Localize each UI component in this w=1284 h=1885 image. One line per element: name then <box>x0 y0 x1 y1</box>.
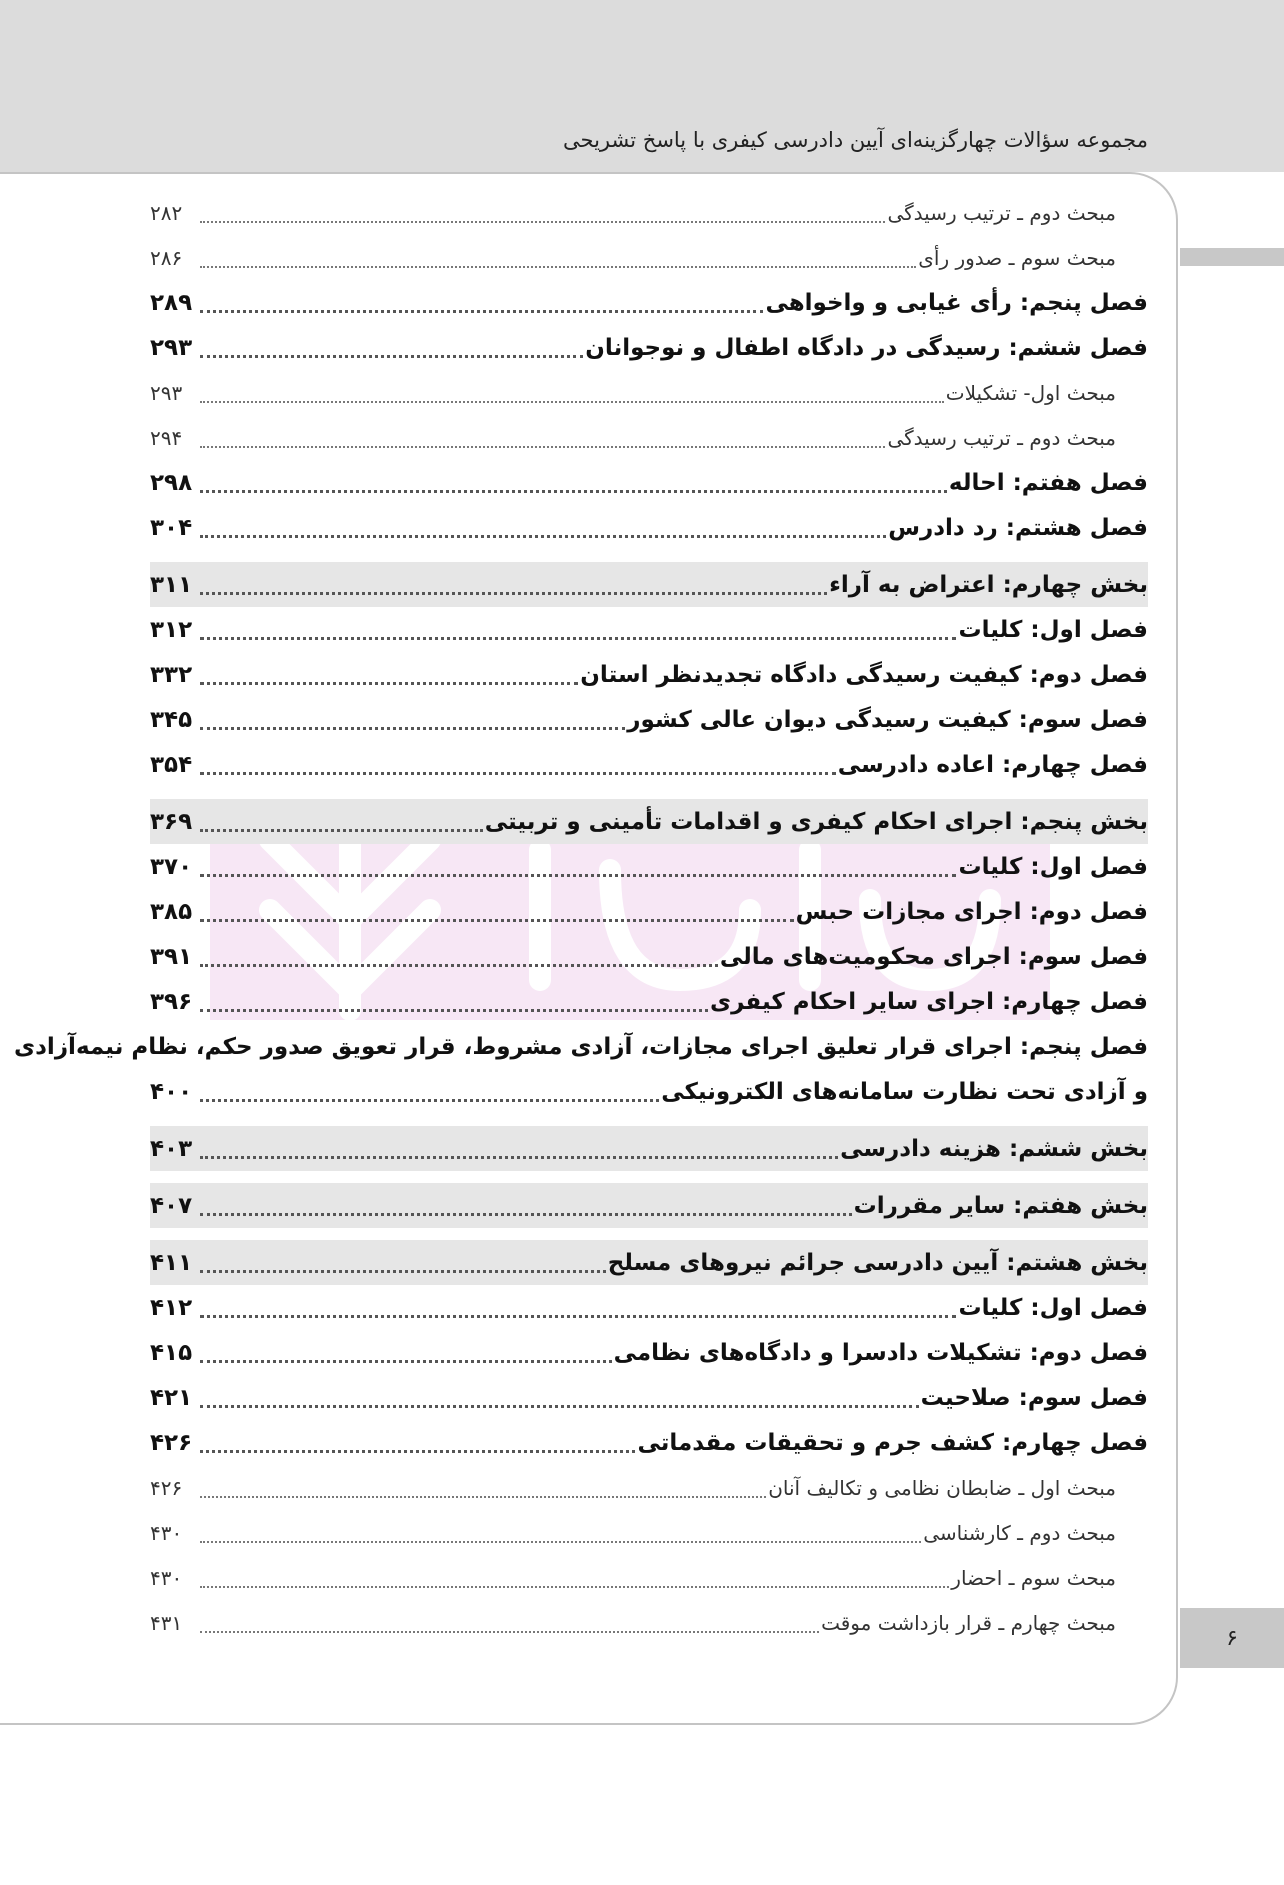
toc-entry-page: ۴۲۶ <box>150 1429 193 1456</box>
dot-leader <box>198 607 958 652</box>
dot-leader <box>198 505 888 550</box>
dot-leader <box>198 190 887 235</box>
toc-entry-title: فصل ششم: رسیدگی در دادگاه اطفال و نوجوانان <box>585 334 1148 361</box>
toc-entry-part <box>150 1240 1148 1285</box>
dot-leader <box>198 844 958 889</box>
dot-leader <box>198 697 627 742</box>
toc-entry-title: فصل پنجم: اجرای قرار تعلیق اجرای مجازات، آزادی مشروط، قرار تعویق صدور حکم، نظام نیمه‌آزادی <box>14 1033 1148 1060</box>
toc-entry-sub <box>150 1510 1148 1555</box>
dot-leader <box>198 1183 854 1228</box>
toc-entry-title: فصل هشتم: رد دادرس <box>888 514 1148 541</box>
toc-entry-chap <box>150 1285 1148 1330</box>
dot-leader <box>198 1600 821 1645</box>
toc-entry-sub <box>150 235 1148 280</box>
toc-entry-chap <box>150 652 1148 697</box>
dot-leader <box>198 1465 768 1510</box>
toc-entry-title: فصل چهارم: اعاده دادرسی <box>837 751 1148 778</box>
toc-entry-sub <box>150 415 1148 460</box>
toc-entry-chap <box>150 607 1148 652</box>
toc-entry-title: فصل سوم: کیفیت رسیدگی دیوان عالی کشور <box>627 706 1148 733</box>
page-number: ۶ <box>1180 1608 1284 1668</box>
dot-leader <box>198 1126 840 1171</box>
dot-leader <box>198 799 485 844</box>
dot-leader <box>198 280 765 325</box>
toc-entry-page: ۲۹۳ <box>150 380 183 405</box>
table-of-contents <box>14 190 1148 1645</box>
toc-entry-page: ۴۱۵ <box>150 1339 193 1366</box>
header-band <box>0 0 1284 172</box>
toc-entry-sub <box>150 370 1148 415</box>
dot-leader <box>198 979 710 1024</box>
toc-entry-chap <box>150 844 1148 889</box>
toc-entry-chap <box>150 505 1148 550</box>
toc-entry-title: فصل دوم: تشکیلات دادسرا و دادگاه‌های نظامی <box>613 1339 1148 1366</box>
toc-entry-title: فصل اول: کلیات <box>958 853 1148 880</box>
toc-entry-page: ۳۸۵ <box>150 898 193 925</box>
toc-entry-page: ۳۳۲ <box>150 661 193 688</box>
toc-entry-page: ۴۰۳ <box>150 1135 193 1162</box>
toc-entry-part <box>150 562 1148 607</box>
toc-entry-title: فصل اول: کلیات <box>958 616 1148 643</box>
toc-entry-title: و آزادی تحت نظارت سامانه‌های الکترونیکی <box>661 1078 1148 1105</box>
toc-entry-chap <box>150 742 1148 787</box>
toc-entry-title: مبحث دوم ـ ترتیب رسیدگی <box>887 425 1116 450</box>
toc-entry-title: مبحث چهارم ـ قرار بازداشت موقت <box>821 1610 1116 1635</box>
toc-entry-chap <box>150 1330 1148 1375</box>
dot-leader <box>198 235 918 280</box>
toc-entry-page: ۳۷۰ <box>150 853 193 880</box>
toc-entry-para <box>14 1024 1148 1069</box>
dot-leader <box>198 325 585 370</box>
toc-entry-page: ۴۰۷ <box>150 1192 193 1219</box>
toc-entry-title: بخش پنجم: اجرای احکام کیفری و اقدامات تأمینی و تربیتی <box>484 808 1148 835</box>
dot-leader <box>198 415 887 460</box>
toc-entry-page: ۴۲۱ <box>150 1384 193 1411</box>
dot-leader <box>198 1285 958 1330</box>
toc-entry-page: ۲۸۲ <box>150 200 183 225</box>
toc-entry-page: ۳۵۴ <box>150 751 193 778</box>
toc-entry-title: فصل اول: کلیات <box>958 1294 1148 1321</box>
toc-entry-part <box>150 1126 1148 1171</box>
toc-entry-page: ۲۹۳ <box>150 334 193 361</box>
toc-entry-title: مبحث دوم ـ ترتیب رسیدگی <box>887 200 1116 225</box>
toc-entry-title: مبحث دوم ـ کارشناسی <box>923 1520 1116 1545</box>
toc-entry-chap <box>150 889 1148 934</box>
toc-entry-title: بخش چهارم: اعتراض به آراء <box>829 571 1148 598</box>
toc-entry-page: ۳۱۱ <box>150 571 193 598</box>
toc-entry-chap <box>150 1375 1148 1420</box>
toc-entry-title: فصل دوم: کیفیت رسیدگی دادگاه تجدیدنظر استان <box>580 661 1148 688</box>
toc-entry-title: فصل چهارم: کشف جرم و تحقیقات مقدماتی <box>637 1429 1148 1456</box>
toc-entry-title: فصل هفتم: احاله <box>948 469 1148 496</box>
toc-entry-page: ۲۸۹ <box>150 289 193 316</box>
toc-entry-page: ۴۰۰ <box>150 1078 193 1105</box>
toc-entry-page: ۳۶۹ <box>150 808 193 835</box>
toc-entry-title: بخش هفتم: سایر مقررات <box>853 1192 1148 1219</box>
toc-entry-title: مبحث اول ـ ضابطان نظامی و تکالیف آنان <box>768 1475 1116 1500</box>
toc-entry-sub <box>150 1465 1148 1510</box>
toc-entry-chap <box>150 934 1148 979</box>
toc-entry-title: مبحث سوم ـ احضار <box>951 1565 1116 1590</box>
toc-entry-title: فصل دوم: اجرای مجازات حبس <box>795 898 1148 925</box>
dot-leader <box>198 1420 637 1465</box>
dot-leader <box>198 1330 614 1375</box>
toc-entry-title: مبحث اول- تشکیلات <box>945 380 1116 405</box>
toc-entry-chap <box>150 460 1148 505</box>
toc-entry-part <box>150 1183 1148 1228</box>
dot-leader <box>198 1555 951 1600</box>
toc-entry-sub <box>150 190 1148 235</box>
toc-entry-title: بخش ششم: هزینه دادرسی <box>840 1135 1148 1162</box>
toc-entry-page: ۴۳۱ <box>150 1610 183 1635</box>
dot-leader <box>198 1375 921 1420</box>
toc-entry-page: ۴۳۰ <box>150 1565 183 1590</box>
toc-entry-chap <box>150 325 1148 370</box>
dot-leader <box>198 1069 661 1114</box>
toc-entry-title: فصل پنجم: رأی غیابی و واخواهی <box>765 289 1148 316</box>
toc-entry-title: بخش هشتم: آیین دادرسی جرائم نیروهای مسلح <box>607 1249 1148 1276</box>
toc-entry-sub <box>150 1600 1148 1645</box>
toc-entry-page: ۲۸۶ <box>150 245 183 270</box>
dot-leader <box>198 889 796 934</box>
toc-entry-part <box>150 799 1148 844</box>
toc-entry-page: ۳۱۲ <box>150 616 193 643</box>
toc-entry-page: ۲۹۴ <box>150 425 183 450</box>
toc-entry-chap <box>150 1420 1148 1465</box>
dot-leader <box>198 1510 923 1555</box>
toc-entry-page: ۳۰۴ <box>150 514 193 541</box>
toc-entry-title: فصل چهارم: اجرای سایر احکام کیفری <box>710 988 1148 1015</box>
toc-entry-page: ۲۹۸ <box>150 469 193 496</box>
book-title: مجموعه سؤالات چهارگزینه‌ای آیین دادرسی کیفری با پاسخ تشریحی <box>563 128 1148 152</box>
dot-leader <box>198 562 829 607</box>
side-strip <box>1180 248 1284 266</box>
dot-leader <box>198 1240 608 1285</box>
dot-leader <box>198 652 580 697</box>
toc-entry-chap <box>150 280 1148 325</box>
toc-entry-chap <box>150 1069 1148 1114</box>
toc-entry-page: ۳۹۱ <box>150 943 193 970</box>
toc-entry-chap <box>150 979 1148 1024</box>
toc-entry-page: ۳۹۶ <box>150 988 193 1015</box>
dot-leader <box>198 460 949 505</box>
toc-entry-chap <box>150 697 1148 742</box>
toc-entry-title: فصل سوم: صلاحیت <box>920 1384 1148 1411</box>
dot-leader <box>198 742 838 787</box>
toc-entry-page: ۴۳۰ <box>150 1520 183 1545</box>
toc-entry-page: ۴۱۲ <box>150 1294 193 1321</box>
toc-entry-title: فصل سوم: اجرای محکومیت‌های مالی <box>719 943 1148 970</box>
toc-entry-page: ۳۴۵ <box>150 706 193 733</box>
toc-entry-page: ۴۱۱ <box>150 1249 193 1276</box>
toc-entry-title: مبحث سوم ـ صدور رأی <box>918 245 1116 270</box>
dot-leader <box>198 934 720 979</box>
toc-entry-page: ۴۲۶ <box>150 1475 183 1500</box>
toc-entry-sub <box>150 1555 1148 1600</box>
dot-leader <box>198 370 946 415</box>
